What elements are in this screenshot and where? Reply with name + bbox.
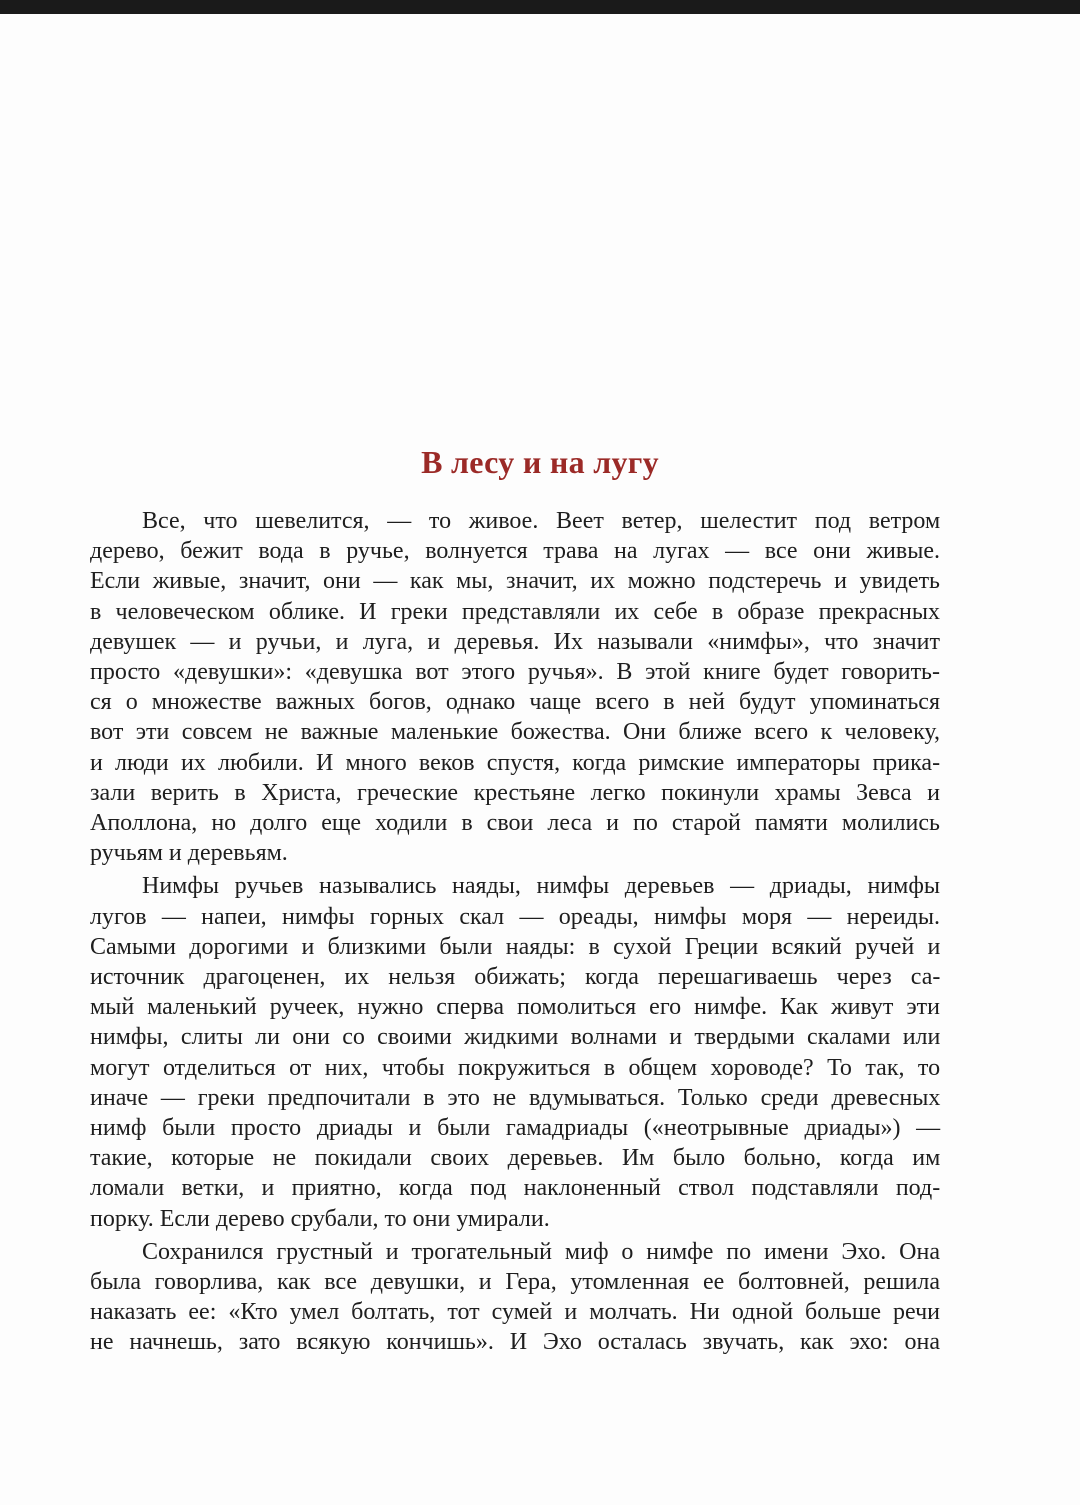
text-line: ручьям и деревьям.: [90, 840, 288, 867]
text-line: дерево, бежит вода в ручье, волнуется трава на лугах — все они живые.: [90, 538, 940, 565]
text-line: наказать ее: «Кто умел болтать, тот сумей и молчать. Ни одной больше речи: [90, 1299, 940, 1326]
text-line: девушек — и ручьи, и луга, и деревья. Их называли «нимфы», что значит: [90, 628, 940, 655]
text-line: мый маленький ручеек, нужно сперва помолиться его нимфе. Как живут эти: [90, 994, 940, 1021]
text-line: лугов — напеи, нимфы горных скал — ореады, нимфы моря — нереиды.: [90, 903, 940, 930]
chapter-title: В лесу и на лугу: [421, 444, 659, 480]
text-line: просто «девушки»: «девушка вот этого ручья». В этой книге будет говорить-: [90, 659, 940, 686]
text-line: нимфы, слиты ли они со своими жидкими волнами и твердыми скалами или: [90, 1024, 941, 1051]
text-line: зали верить в Христа, греческие крестьяне легко покинули храмы Зевса и: [90, 779, 940, 806]
text-line: могут отделиться от них, чтобы покружиться в общем хороводе? То так, то: [90, 1054, 941, 1081]
text-line: не начнешь, зато всякую кончишь». И Эхо осталась звучать, как эхо: она: [90, 1329, 940, 1356]
text-line: в человеческом облике. И греки представляли их себе в образе прекрасных: [90, 598, 940, 625]
paragraph-1: [90, 506, 940, 868]
text-line: ломали ветки, и приятно, когда под наклоненный ствол подставляли под-: [90, 1175, 941, 1202]
scan-top-edge: [0, 0, 1080, 14]
text-line: Нимфы ручьев назывались наяды, нимфы деревьев — дриады, нимфы: [142, 873, 940, 900]
text-line: ся о множестве важных богов, однако чаще всего в ней будут упоминаться: [90, 689, 940, 716]
text-line: порку. Если дерево срубали, то они умирали.: [90, 1205, 550, 1232]
paragraph-3: [90, 1237, 940, 1358]
body-text: [90, 506, 940, 1358]
text-line: иначе — греки предпочитали в это не вдумываться. Только среди древесных: [90, 1084, 941, 1111]
text-line: и люди их любили. И много веков спустя, когда римские императоры прика-: [90, 749, 941, 776]
text-line: вот эти совсем не важные маленькие божества. Они ближе всего к человеку,: [90, 719, 940, 746]
text-line: была говорлива, как все девушки, и Гера, утомленная ее болтовней, решила: [90, 1269, 941, 1296]
text-line: Аполлона, но долго еще ходили в свои леса и по старой памяти молились: [90, 810, 940, 837]
text-line: такие, которые не покидали своих деревьев. Им было больно, когда им: [90, 1145, 941, 1172]
text-line: Сохранился грустный и трогательный миф о нимфе по имени Эхо. Она: [142, 1238, 940, 1265]
text-line: источник драгоценен, их нельзя обижать; когда перешагиваешь через са-: [90, 964, 941, 991]
text-line: нимф были просто дриады и были гамадриады («неотрывные дриады») —: [90, 1115, 941, 1142]
text-line: Если живые, значит, они — как мы, значит, их можно подстеречь и увидеть: [90, 568, 940, 595]
text-line: Самыми дорогими и близкими были наяды: в сухой Греции всякий ручей и: [90, 933, 941, 960]
text-line: Все, что шевелится, — то живое. Веет ветер, шелестит под ветром: [142, 508, 941, 534]
paragraph-2: [90, 871, 940, 1233]
